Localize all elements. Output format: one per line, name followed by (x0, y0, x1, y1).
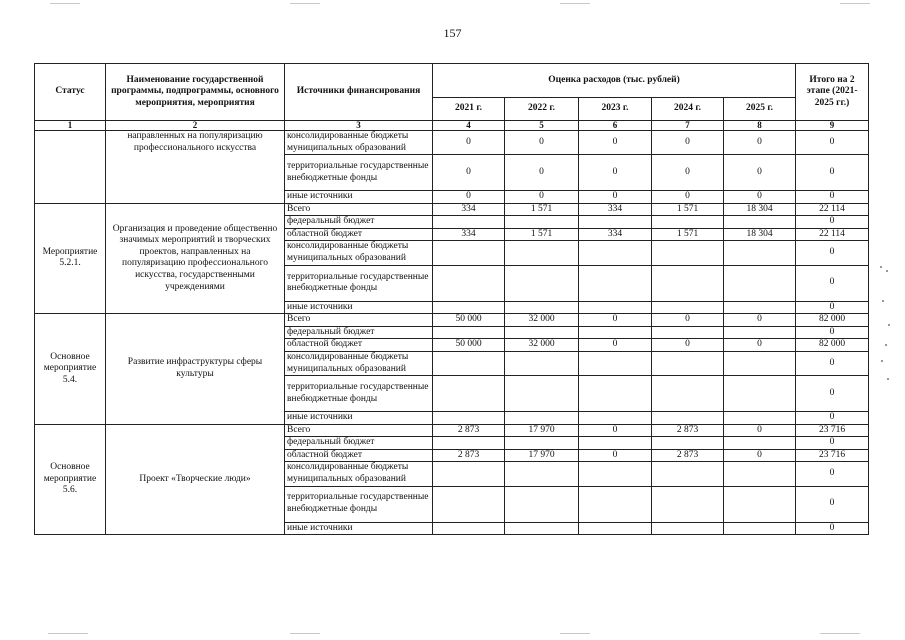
year-value-cell (579, 241, 652, 265)
year-value-cell (505, 216, 579, 229)
year-value-cell (579, 486, 652, 522)
year-value-cell: 18 304 (724, 228, 796, 241)
scan-artifact-line (50, 3, 80, 4)
scan-artifact-line (560, 633, 590, 634)
total-value-cell: 0 (796, 437, 869, 450)
total-value-cell: 0 (796, 131, 869, 155)
funding-source-cell: Всего (285, 203, 433, 216)
year-value-cell (505, 351, 579, 375)
year-value-cell (652, 376, 724, 412)
header-year: 2022 г. (505, 98, 579, 121)
year-value-cell (433, 462, 505, 486)
year-value-cell (652, 522, 724, 535)
status-cell: Основное мероприятие 5.4. (35, 314, 106, 424)
header-year: 2024 г. (652, 98, 724, 121)
year-value-cell (724, 412, 796, 425)
year-value-cell: 2 873 (652, 424, 724, 437)
year-value-cell (724, 351, 796, 375)
year-value-cell: 0 (433, 155, 505, 191)
funding-source-cell: консолидированные бюджеты муниципальных образований (285, 351, 433, 375)
year-value-cell: 1 571 (652, 228, 724, 241)
year-value-cell (724, 216, 796, 229)
year-value-cell (433, 437, 505, 450)
year-value-cell (505, 462, 579, 486)
year-value-cell (505, 326, 579, 339)
year-value-cell (579, 462, 652, 486)
year-value-cell (579, 301, 652, 314)
year-value-cell (724, 376, 796, 412)
year-value-cell (652, 216, 724, 229)
year-value-cell (724, 437, 796, 450)
column-number: 7 (652, 121, 724, 131)
year-value-cell (505, 301, 579, 314)
budget-table (34, 63, 869, 535)
year-value-cell: 50 000 (433, 314, 505, 327)
year-value-cell (579, 412, 652, 425)
year-value-cell: 0 (505, 131, 579, 155)
total-value-cell: 0 (796, 155, 869, 191)
year-value-cell (505, 376, 579, 412)
year-value-cell (433, 241, 505, 265)
funding-source-cell: консолидированные бюджеты муниципальных образований (285, 131, 433, 155)
year-value-cell (652, 351, 724, 375)
header-year: 2023 г. (579, 98, 652, 121)
year-value-cell (579, 437, 652, 450)
year-value-cell (505, 412, 579, 425)
funding-source-cell: областной бюджет (285, 339, 433, 352)
year-value-cell: 0 (579, 449, 652, 462)
year-value-cell: 334 (579, 228, 652, 241)
year-value-cell (579, 216, 652, 229)
year-value-cell (652, 301, 724, 314)
column-number: 1 (35, 121, 106, 131)
year-value-cell: 334 (579, 203, 652, 216)
table-body (35, 131, 869, 535)
year-value-cell (433, 351, 505, 375)
year-value-cell: 0 (505, 191, 579, 204)
year-value-cell: 32 000 (505, 314, 579, 327)
year-value-cell: 32 000 (505, 339, 579, 352)
year-value-cell: 0 (579, 314, 652, 327)
scan-artifact-line (290, 3, 320, 4)
year-value-cell (724, 326, 796, 339)
column-number: 4 (433, 121, 505, 131)
year-value-cell: 0 (724, 449, 796, 462)
year-value-cell: 50 000 (433, 339, 505, 352)
year-value-cell: 0 (652, 339, 724, 352)
total-value-cell: 0 (796, 462, 869, 486)
column-number: 8 (724, 121, 796, 131)
year-value-cell: 0 (724, 191, 796, 204)
funding-source-cell: областной бюджет (285, 449, 433, 462)
header-status: Статус (35, 64, 106, 121)
scan-margin-marks (876, 260, 896, 390)
total-value-cell: 0 (796, 412, 869, 425)
year-value-cell: 2 873 (652, 449, 724, 462)
total-value-cell: 23 716 (796, 449, 869, 462)
funding-source-cell: иные источники (285, 191, 433, 204)
funding-source-cell: иные источники (285, 301, 433, 314)
year-value-cell (579, 351, 652, 375)
total-value-cell: 0 (796, 265, 869, 301)
status-cell: Мероприятие 5.2.1. (35, 203, 106, 313)
year-value-cell: 0 (579, 155, 652, 191)
year-value-cell (505, 437, 579, 450)
year-value-cell (579, 522, 652, 535)
total-value-cell: 0 (796, 376, 869, 412)
year-value-cell: 0 (724, 314, 796, 327)
year-value-cell (724, 265, 796, 301)
total-value-cell: 22 114 (796, 203, 869, 216)
year-value-cell (505, 265, 579, 301)
funding-source-cell: территориальные государственные внебюджетные фонды (285, 265, 433, 301)
year-value-cell: 1 571 (652, 203, 724, 216)
year-value-cell (652, 486, 724, 522)
funding-source-cell: Всего (285, 314, 433, 327)
total-value-cell: 22 114 (796, 228, 869, 241)
scan-artifact-line (820, 633, 860, 634)
year-value-cell (579, 326, 652, 339)
status-cell (35, 131, 106, 204)
year-value-cell: 0 (652, 155, 724, 191)
funding-source-cell: иные источники (285, 412, 433, 425)
year-value-cell: 0 (652, 191, 724, 204)
total-value-cell: 0 (796, 301, 869, 314)
year-value-cell: 334 (433, 203, 505, 216)
scan-artifact-line (560, 3, 590, 4)
year-value-cell (724, 241, 796, 265)
funding-source-cell: иные источники (285, 522, 433, 535)
total-value-cell: 82 000 (796, 339, 869, 352)
table-row (35, 314, 869, 327)
funding-source-cell: областной бюджет (285, 228, 433, 241)
total-value-cell: 0 (796, 522, 869, 535)
status-cell: Основное мероприятие 5.6. (35, 424, 106, 534)
header-sources: Источники финансирования (285, 64, 433, 121)
scan-artifact-line (290, 633, 320, 634)
total-value-cell: 23 716 (796, 424, 869, 437)
year-value-cell (579, 376, 652, 412)
year-value-cell (505, 486, 579, 522)
funding-source-cell: территориальные государственные внебюджетные фонды (285, 376, 433, 412)
year-value-cell: 0 (579, 191, 652, 204)
funding-source-cell: территориальные государственные внебюджетные фонды (285, 155, 433, 191)
header-estimate: Оценка расходов (тыс. рублей) (433, 64, 796, 98)
column-number: 6 (579, 121, 652, 131)
year-value-cell: 2 873 (433, 424, 505, 437)
year-value-cell: 0 (652, 314, 724, 327)
program-name-cell: Проект «Творческие люди» (106, 424, 285, 534)
year-value-cell: 0 (724, 424, 796, 437)
column-number-row (35, 121, 869, 131)
header-name: Наименование государственной программы, подпрограммы, основного мероприятия, мероприятия (106, 64, 285, 121)
program-name-cell: Развитие инфраструктуры сферы культуры (106, 314, 285, 424)
year-value-cell (652, 326, 724, 339)
year-value-cell: 0 (724, 131, 796, 155)
program-name-cell: Организация и проведение общественно значимых мероприятий и творческих проектов, направленных на популяризацию профессионального искусства, государственными учреждениями (106, 203, 285, 313)
year-value-cell: 0 (433, 191, 505, 204)
year-value-cell: 0 (652, 131, 724, 155)
header-total: Итого на 2 этапе (2021-2025 гг.) (796, 64, 869, 121)
year-value-cell (433, 522, 505, 535)
total-value-cell: 0 (796, 351, 869, 375)
year-value-cell (652, 265, 724, 301)
year-value-cell (724, 301, 796, 314)
year-value-cell (652, 462, 724, 486)
year-value-cell: 1 571 (505, 228, 579, 241)
year-value-cell: 0 (579, 131, 652, 155)
year-value-cell: 1 571 (505, 203, 579, 216)
year-value-cell: 0 (724, 155, 796, 191)
funding-source-cell: федеральный бюджет (285, 216, 433, 229)
year-value-cell (724, 522, 796, 535)
year-value-cell (652, 241, 724, 265)
table-row (35, 131, 869, 155)
year-value-cell (579, 265, 652, 301)
year-value-cell (433, 265, 505, 301)
column-number: 3 (285, 121, 433, 131)
scan-artifact-line (48, 633, 88, 634)
year-value-cell: 18 304 (724, 203, 796, 216)
year-value-cell (433, 216, 505, 229)
year-value-cell (652, 412, 724, 425)
year-value-cell (433, 412, 505, 425)
column-number: 2 (106, 121, 285, 131)
table-row (35, 203, 869, 216)
year-value-cell: 0 (724, 339, 796, 352)
funding-source-cell: территориальные государственные внебюджетные фонды (285, 486, 433, 522)
year-value-cell: 334 (433, 228, 505, 241)
total-value-cell: 0 (796, 216, 869, 229)
year-value-cell (433, 301, 505, 314)
program-name-cell: направленных на популяризацию профессионального искусства (106, 131, 285, 204)
year-value-cell: 17 970 (505, 424, 579, 437)
year-value-cell (433, 326, 505, 339)
year-value-cell: 0 (433, 131, 505, 155)
year-value-cell (724, 486, 796, 522)
table-row (35, 424, 869, 437)
year-value-cell: 0 (579, 424, 652, 437)
header-year: 2025 г. (724, 98, 796, 121)
header-year: 2021 г. (433, 98, 505, 121)
total-value-cell: 82 000 (796, 314, 869, 327)
year-value-cell: 17 970 (505, 449, 579, 462)
funding-source-cell: консолидированные бюджеты муниципальных образований (285, 241, 433, 265)
total-value-cell: 0 (796, 191, 869, 204)
column-number: 9 (796, 121, 869, 131)
header-row (35, 64, 869, 98)
year-value-cell: 0 (505, 155, 579, 191)
funding-source-cell: Всего (285, 424, 433, 437)
column-number: 5 (505, 121, 579, 131)
year-value-cell (433, 376, 505, 412)
scan-artifact-line (840, 3, 870, 4)
total-value-cell: 0 (796, 326, 869, 339)
total-value-cell: 0 (796, 486, 869, 522)
total-value-cell: 0 (796, 241, 869, 265)
year-value-cell (724, 462, 796, 486)
funding-source-cell: федеральный бюджет (285, 326, 433, 339)
year-value-cell: 2 873 (433, 449, 505, 462)
funding-source-cell: федеральный бюджет (285, 437, 433, 450)
year-value-cell (505, 241, 579, 265)
funding-source-cell: консолидированные бюджеты муниципальных образований (285, 462, 433, 486)
year-value-cell (505, 522, 579, 535)
year-value-cell: 0 (579, 339, 652, 352)
page-number: 157 (443, 26, 462, 40)
year-value-cell (652, 437, 724, 450)
year-value-cell (433, 486, 505, 522)
